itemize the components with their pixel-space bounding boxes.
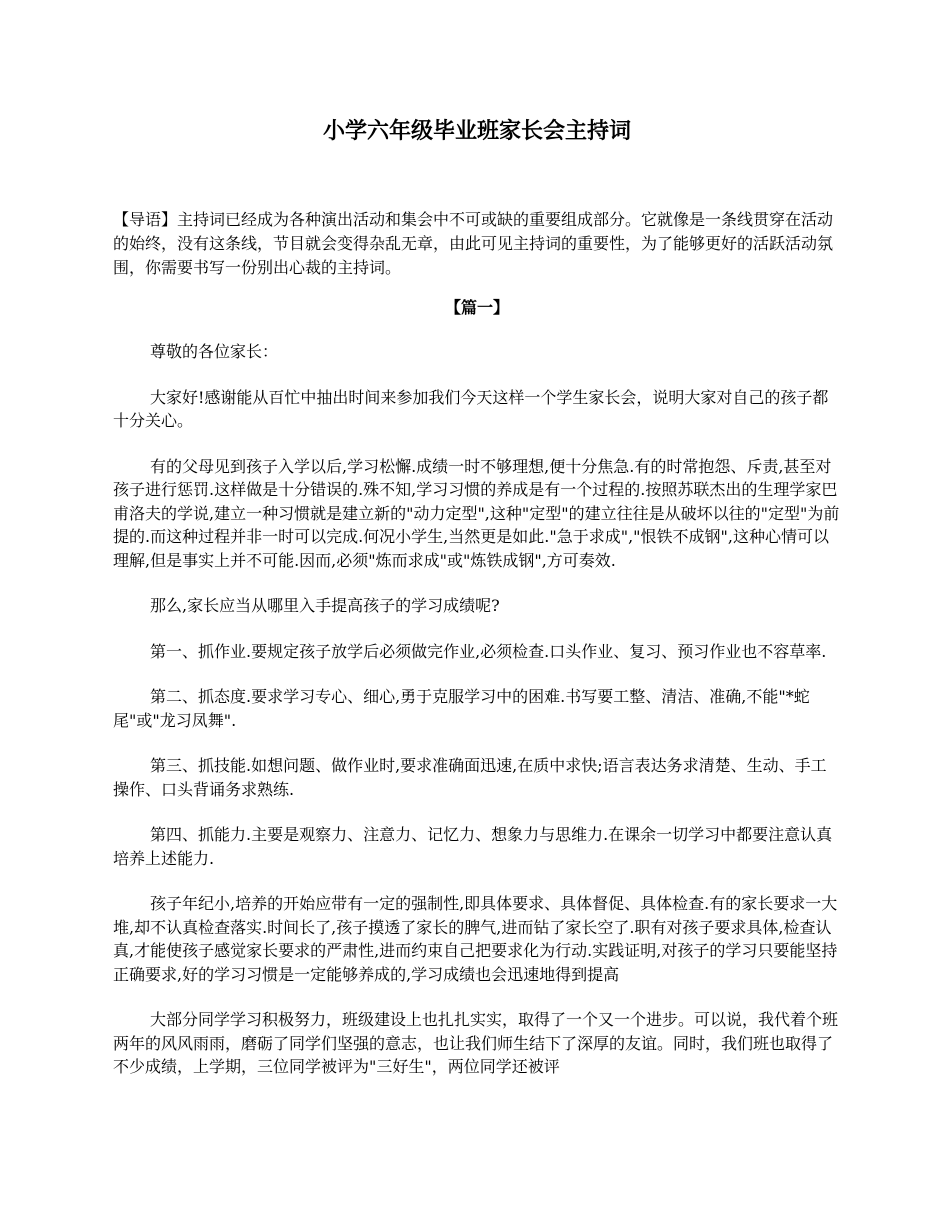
paragraph: 第三、抓技能.如想问题、做作业时,要求准确面迅速,在质中求快;语言表达务求清楚、生动、手工操作、口头背诵务求熟练. [113, 756, 827, 799]
paragraph-greeting: 尊敬的各位家长： [150, 342, 279, 361]
paragraph: 第二、抓态度.要求学习专心、细心,勇于克服学习中的困难.书写要工整、清洁、准确,不能"*蛇尾"或"龙习凤舞". [113, 687, 810, 730]
paragraph: 孩子年纪小,培养的开始应带有一定的强制性,即具体要求、具体督促、具体检查.有的家长要求一大堆,却不认真检查落实.时间长了,孩子摸透了家长的脾气,进而钻了家长空了.职有对孩子要求具体,检查认真,才能使孩子感觉家长要求的严肃性,进而约束自己把要求化为行动.实践证明,对孩子的学习只要能坚持正确要求,好的学习习惯是一定能够养成的,学习成绩也会迅速地得到提高 [113, 894, 838, 984]
paragraph: 那么,家长应当从哪里入手提高孩子的学习成绩呢? [150, 596, 500, 615]
paragraph: 第一、抓作业.要规定孩子放学后必须做完作业,必须检查.口头作业、复习、预习作业也不容草率. [150, 641, 827, 661]
paragraph: 大部分同学学习积极努力，班级建设上也扎扎实实，取得了一个又一个进步。可以说，我代着个班两年的风风雨雨，磨砺了同学们坚强的意志，也让我们师生结下了深厚的友谊。同时，我们班也取得了不少成绩，上学期，三位同学被评为"三好生"，两位同学还被评 [113, 1010, 839, 1076]
section-heading: 【篇一】 [444, 298, 509, 317]
paragraph: 有的父母见到孩子入学以后,学习松懈.成绩一时不够理想,便十分焦急.有的时常抱怨、斥责,甚至对孩子进行惩罚.这样做是十分错误的.殊不知,学习习惯的养成是有一个过程的.按照苏联杰出的生理学家巴甫洛夫的学说,建立一种习惯就是建立新的"动力定型",这种"定型"的建立往往是从破坏以往的"定型"为前提的.而这种过程并非一时可以完成.何况小学生,当然更是如此."急于求成","恨铁不成钢",这种心情可以理解,但是事实上并不可能.因而,必须"炼而求成"或"炼铁成钢",方可奏效. [113, 456, 840, 570]
paragraph: 大家好!感谢能从百忙中抽出时间来参加我们今天这样一个学生家长会，说明大家对自己的孩子都十分关心。 [113, 387, 829, 430]
paragraph: 第四、抓能力.主要是观察力、注意力、记忆力、想象力与思维力.在课余一切学习中都要注意认真培养上述能力. [113, 825, 833, 868]
body-text [113, 340, 841, 1101]
intro-paragraph: 【导语】主持词已经成为各种演出活动和集会中不可或缺的重要组成部分。它就像是一条线贯穿在活动的始终，没有这条线，节目就会变得杂乱无章，由此可见主持词的重要性，为了能够更好的活跃活动氛围，你需要书写一份别出心裁的主持词。 [113, 210, 834, 277]
document-title: 小学六年级毕业班家长会主持词 [322, 118, 631, 144]
